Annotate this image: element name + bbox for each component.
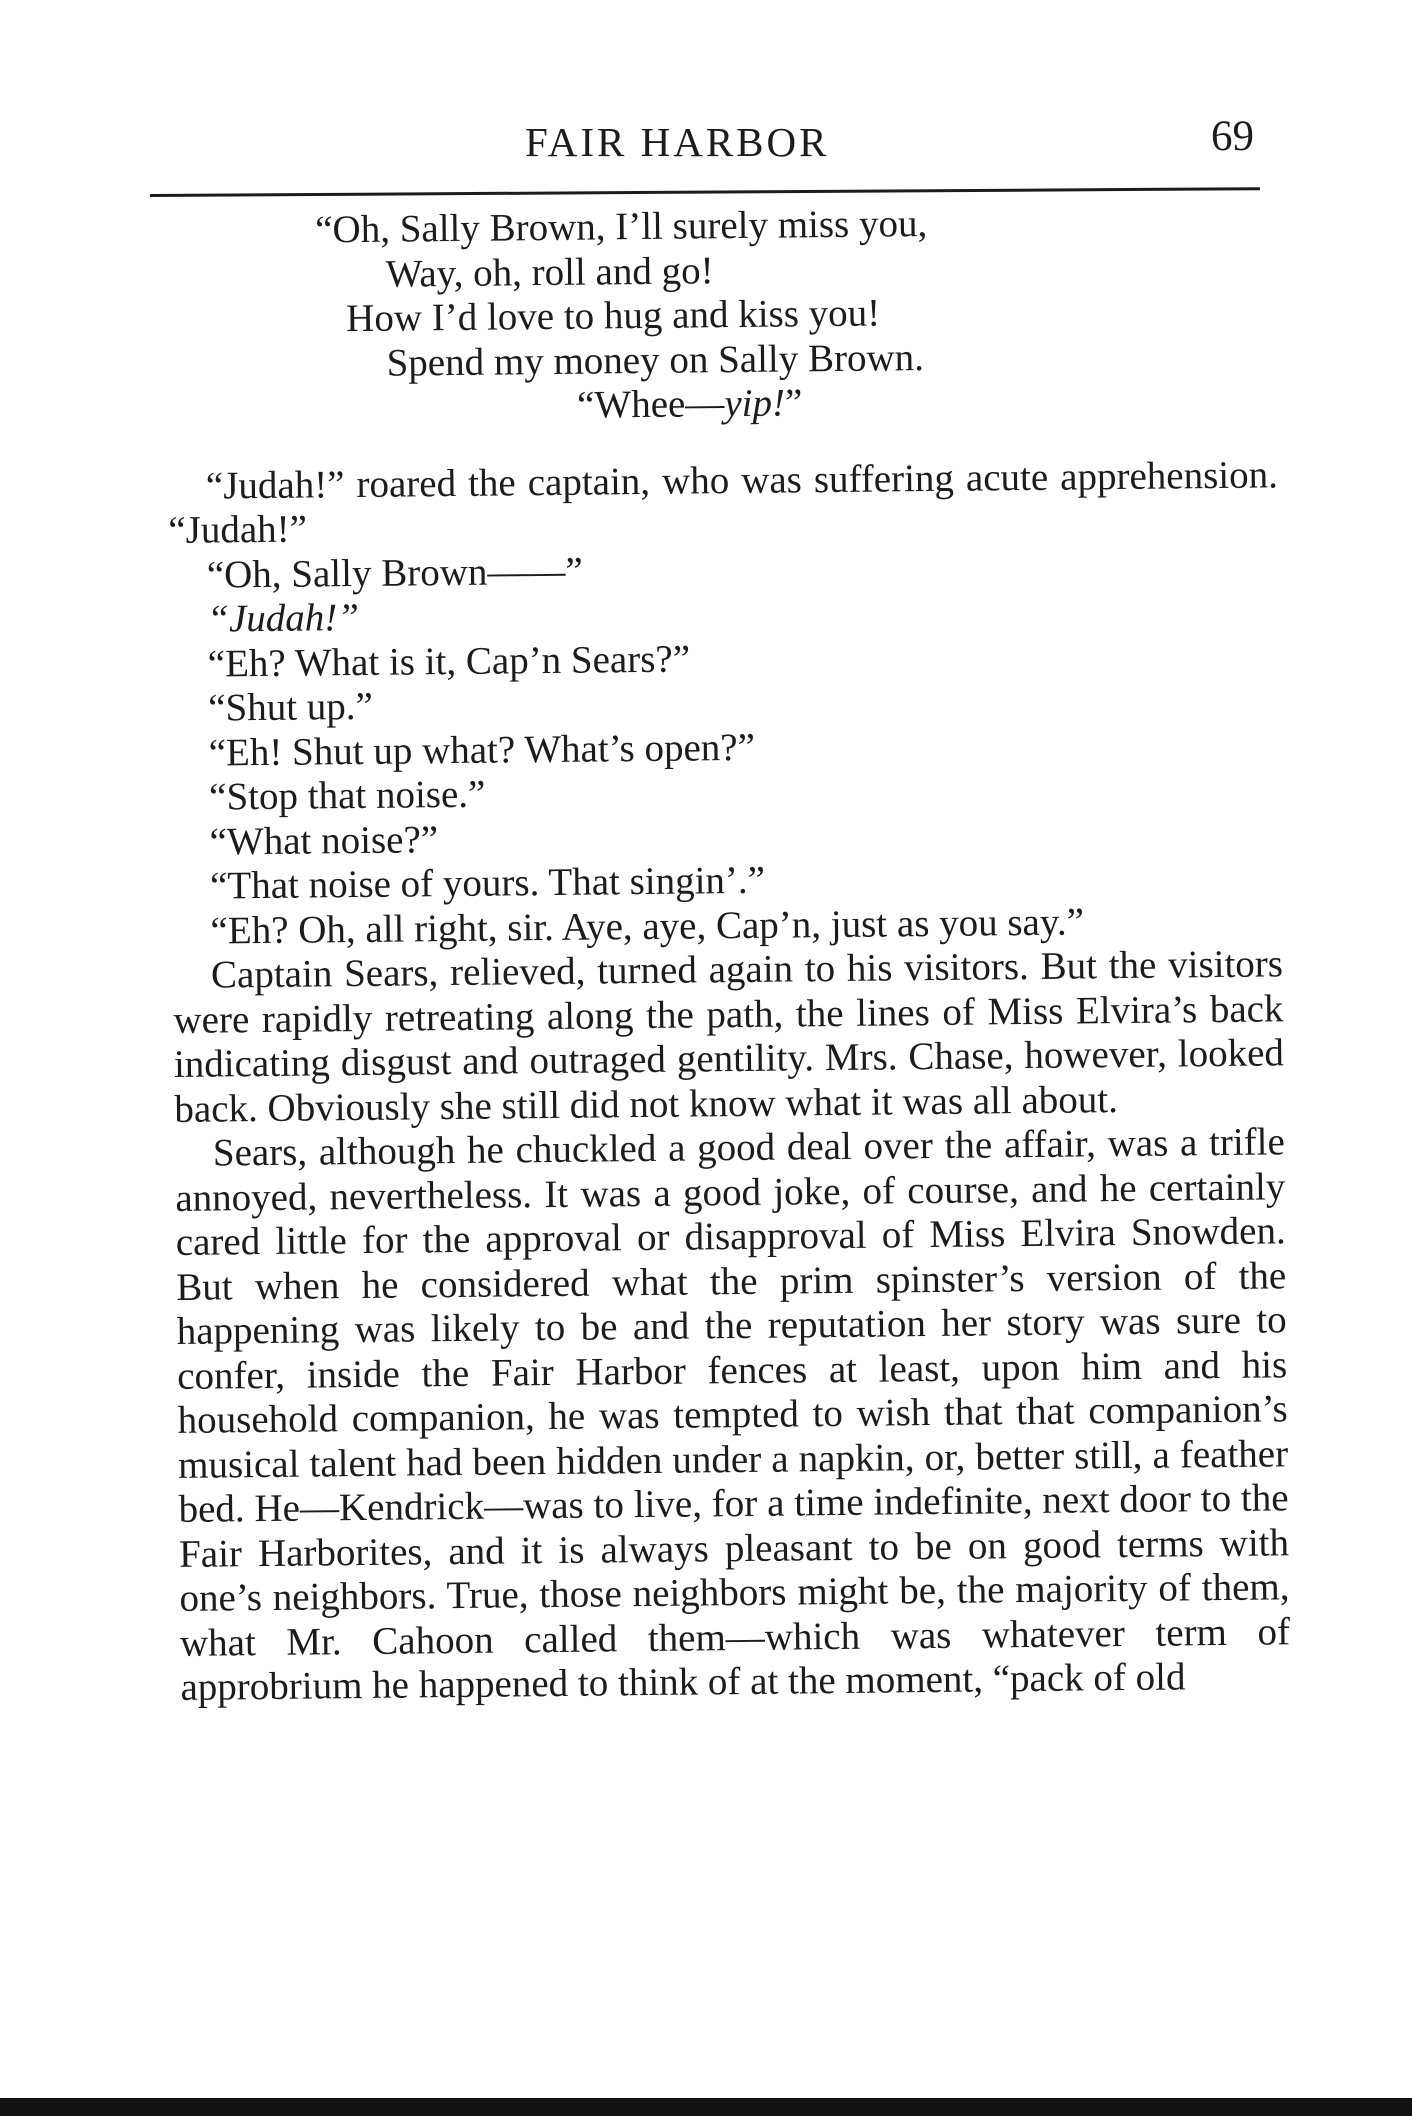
scan-bottom-edge	[0, 2098, 1412, 2116]
body-text	[165, 198, 1291, 1710]
running-title: FAIR HARBOR	[525, 119, 830, 165]
dialogue-line: “Stop that noise.”	[208, 772, 486, 819]
dialogue-line: “Eh! Shut up what? What’s open?”	[208, 725, 756, 775]
paragraph: “Judah!” roared the captain, who was suffering acute apprehension. “Judah!”	[168, 452, 1279, 552]
verse-line-start: “Whee—	[576, 382, 725, 427]
page-number: 69	[1211, 113, 1254, 160]
verse-line: Way, oh, roll and go!	[385, 248, 714, 296]
dialogue-line-italic: “Judah!”	[207, 595, 360, 641]
paragraph: Captain Sears, relieved, turned again to his visitors. But the visitors were rapidly retreating along the path, the lines of Miss Elvira’s back indicating disgust and outraged gentility. Mrs. Chase, however, looked back. Obviously she still did not know what it was all about.	[173, 942, 1285, 1131]
paragraph: Sears, although he chuckled a good deal over the affair, was a trifle annoyed, nevertheless. It was a good joke, of course, and he certainly cared little for the approval or disapproval of Miss Elvira Snowden. But when he considered what the prim spinster’s version of the happening was likely to be and the reputation her story was sure to confer, inside the Fair Harbor fences at least, upon him and his household companion, he was tempted to wish that that companion’s musical talent had been hidden under a napkin, or, better still, a feather bed. He—Kendrick—was to live, for a time indefinite, next door to the Fair Harborites, and it is always pleasant to be on good terms with one’s neighbors. True, those neighbors might be, the majority of them, what Mr. Cahoon called them—which was whatever term of approbrium he happened to think of at the moment, “pack of old	[175, 1120, 1291, 1709]
verse-line: How I’d love to hug and kiss you!	[345, 291, 881, 341]
song-verse	[165, 198, 1277, 432]
dialogue-line: “Shut up.”	[207, 684, 374, 730]
verse-italic-tail: yip!	[724, 381, 786, 426]
dialogue-line: “Eh? What is it, Cap’n Sears?”	[207, 637, 691, 686]
dialogue-line: “That noise of yours. That singin’.”	[209, 858, 766, 908]
page-header	[150, 112, 1258, 172]
verse-line: “Oh, Sally Brown, I’ll surely miss you,	[314, 202, 928, 252]
dialogue-line: “Oh, Sally Brown——”	[206, 549, 583, 597]
dialogue-line: “What noise?”	[209, 817, 439, 864]
verse-close-quote: ”	[784, 381, 803, 425]
header-rule	[150, 187, 1260, 197]
verse-line: Spend my money on Sally Brown.	[386, 335, 925, 385]
paragraph: “Eh? Oh, all right, sir. Aye, aye, Cap’n, just as you say.”	[210, 899, 1085, 953]
